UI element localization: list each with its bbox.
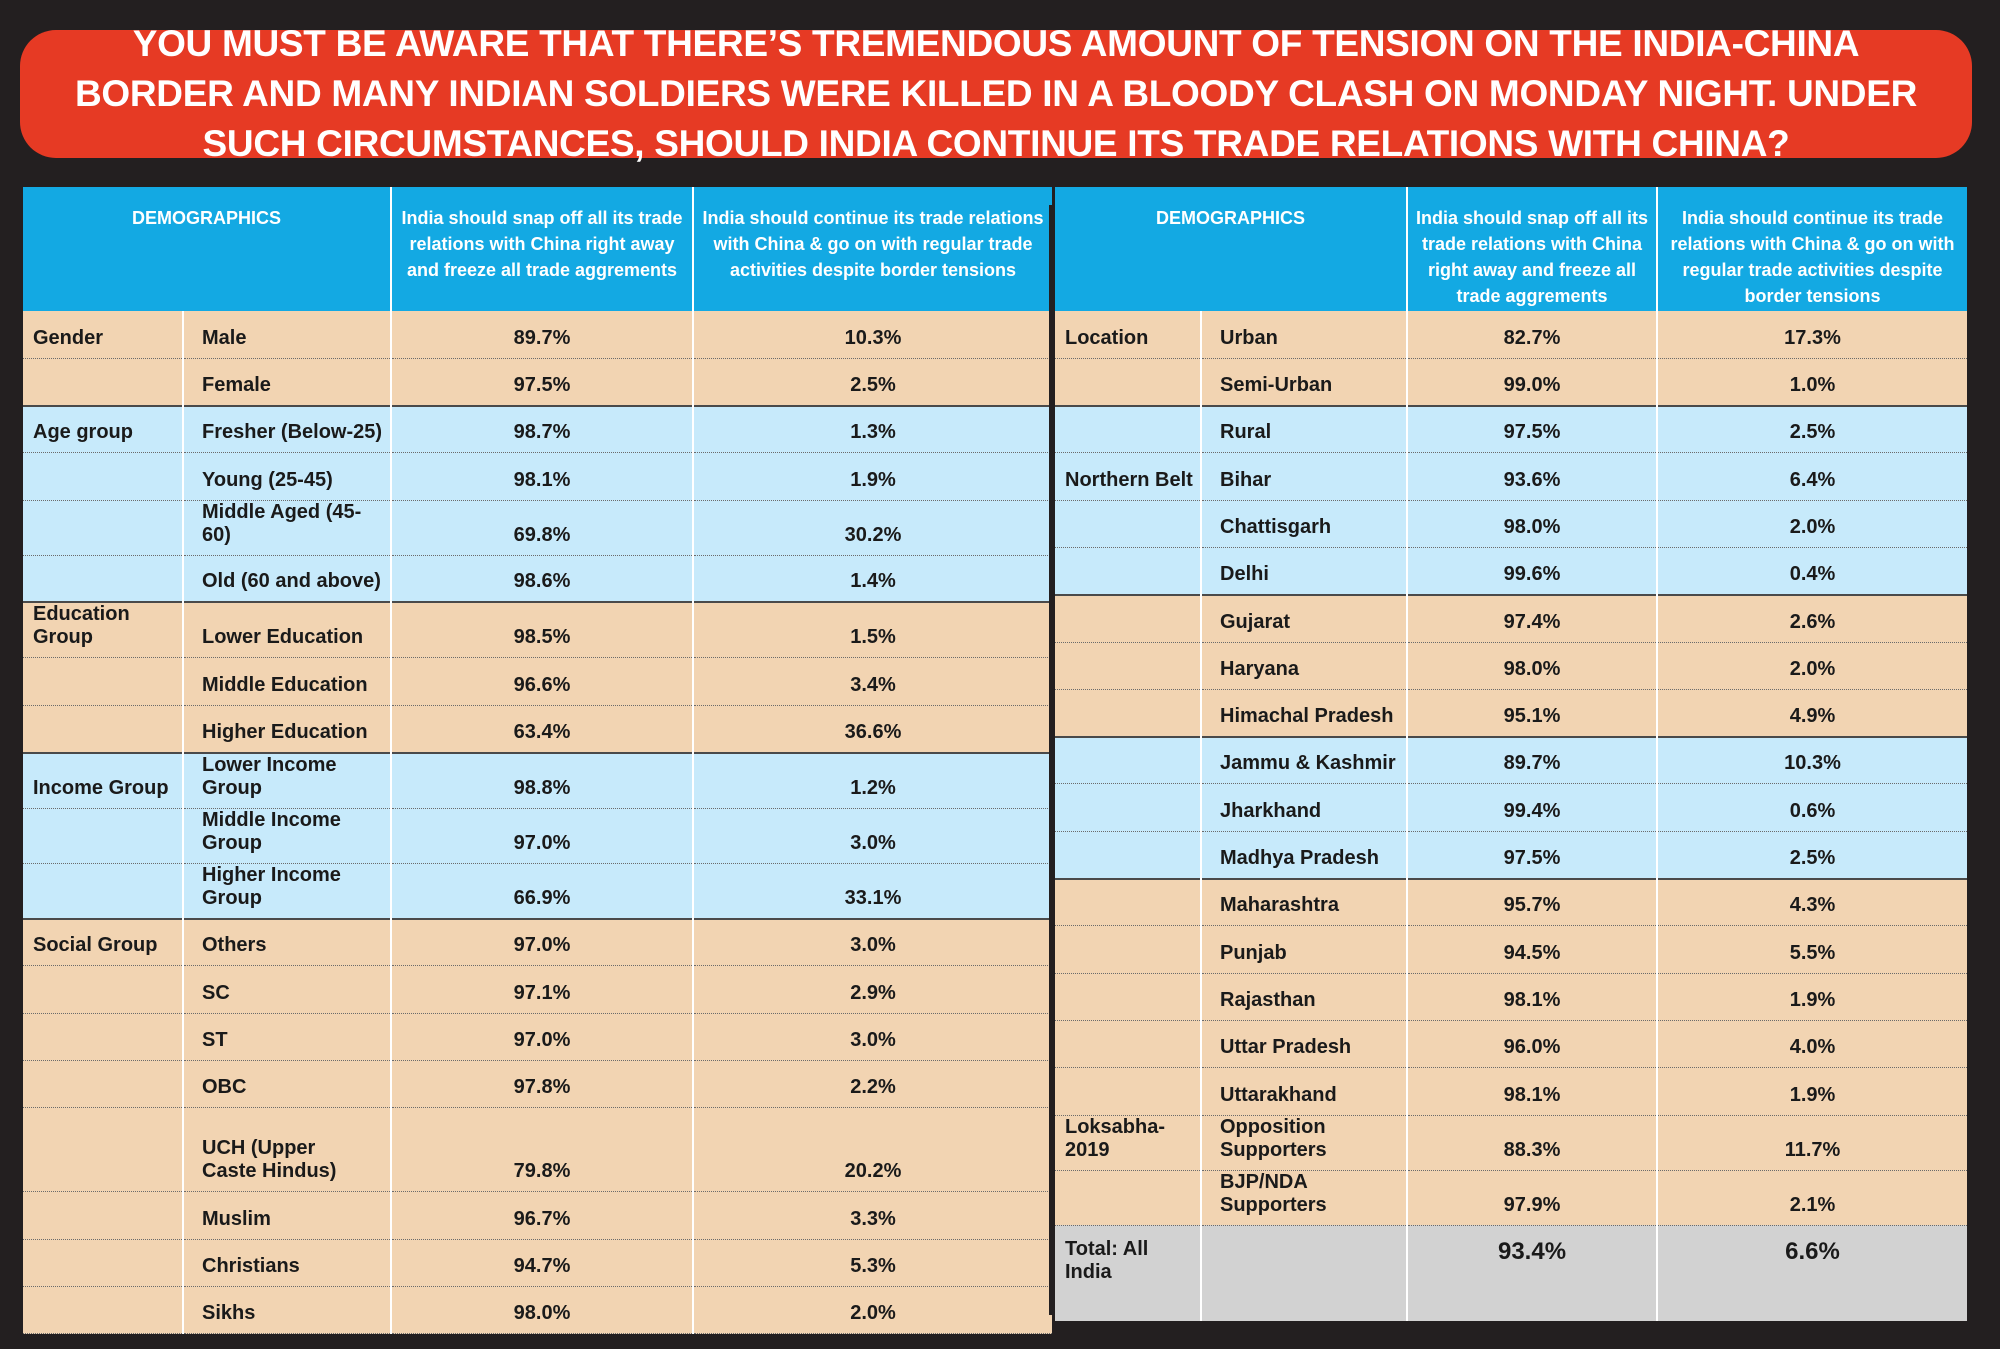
subgroup-cell xyxy=(1201,737,1407,784)
subgroup-label: Lower Education xyxy=(202,626,364,649)
subgroup-cell xyxy=(183,555,391,602)
subgroup-label: Rural xyxy=(1220,421,1272,444)
continue-value-cell: 2.0% xyxy=(1657,642,1967,689)
subgroup-label: Jharkhand xyxy=(1220,799,1322,822)
continue-value-cell: 3.0% xyxy=(693,808,1052,863)
category-cell xyxy=(23,500,183,555)
category-cell xyxy=(23,863,183,919)
table-row xyxy=(1055,547,1967,594)
subgroup-cell xyxy=(1201,595,1407,642)
subgroup-label: Lower Income Group xyxy=(202,753,337,799)
subgroup-cell xyxy=(183,1013,391,1060)
left-table xyxy=(23,187,1052,1334)
snap-value-cell: 98.5% xyxy=(391,602,693,658)
continue-value-cell: 1.9% xyxy=(693,453,1052,500)
table-row xyxy=(1055,406,1967,453)
continue-value-cell: 4.3% xyxy=(1657,879,1967,926)
subgroup-cell xyxy=(1201,642,1407,689)
subgroup-label: Delhi xyxy=(1220,562,1269,585)
continue-value-cell: 2.5% xyxy=(693,358,1052,405)
table-row xyxy=(23,358,1052,405)
snap-value-cell: 97.1% xyxy=(391,966,693,1013)
subgroup-label: Male xyxy=(202,326,247,349)
snap-value-cell: 97.0% xyxy=(391,1013,693,1060)
table-row xyxy=(1055,1020,1967,1067)
snap-value-cell: 99.6% xyxy=(1407,547,1657,594)
subgroup-cell xyxy=(183,1060,391,1107)
table-row xyxy=(23,1239,1052,1286)
snap-value-cell: 97.5% xyxy=(1407,406,1657,453)
snap-value-cell: 98.0% xyxy=(391,1286,693,1333)
subgroup-cell xyxy=(183,705,391,752)
left-table-body xyxy=(23,311,1052,1334)
continue-value-cell: 11.7% xyxy=(1657,1115,1967,1170)
snap-value-cell: 98.1% xyxy=(1407,973,1657,1020)
category-cell xyxy=(1055,737,1201,784)
snap-value-cell: 96.0% xyxy=(1407,1020,1657,1067)
snap-value-cell: 97.9% xyxy=(1407,1170,1657,1225)
subgroup-label: Gujarat xyxy=(1220,610,1291,633)
category-cell xyxy=(23,555,183,602)
subgroup-label: Higher Education xyxy=(202,720,368,743)
snap-value-cell: 82.7% xyxy=(1407,311,1657,358)
subgroup-cell xyxy=(183,406,391,453)
snap-value-cell: 99.0% xyxy=(1407,358,1657,405)
table-row xyxy=(1055,689,1967,736)
category-cell xyxy=(1055,547,1201,594)
table-row xyxy=(1055,595,1967,642)
subgroup-cell xyxy=(183,863,391,919)
category-cell xyxy=(23,1108,183,1192)
table-row xyxy=(1055,311,1967,358)
subgroup-cell xyxy=(183,753,391,809)
table-row xyxy=(23,705,1052,752)
subgroup-cell xyxy=(1201,973,1407,1020)
table-row xyxy=(23,500,1052,555)
category-cell xyxy=(23,808,183,863)
continue-value-cell: 1.4% xyxy=(693,555,1052,602)
continue-value-cell: 0.6% xyxy=(1657,784,1967,831)
right-table-panel xyxy=(1055,187,1967,1321)
snap-value-cell: 97.4% xyxy=(1407,595,1657,642)
table-row xyxy=(23,311,1052,358)
category-cell xyxy=(23,1060,183,1107)
subgroup-cell xyxy=(1201,1020,1407,1067)
subgroup-cell xyxy=(1201,689,1407,736)
subgroup-cell xyxy=(1201,311,1407,358)
subgroup-cell xyxy=(183,1108,391,1192)
snap-value-cell: 97.5% xyxy=(1407,831,1657,878)
category-cell xyxy=(1055,1170,1201,1225)
right-table xyxy=(1055,187,1967,1321)
subgroup-label: BJP/NDA Supporters xyxy=(1220,1170,1327,1216)
category-cell xyxy=(23,1192,183,1239)
total-empty-cell xyxy=(1201,1225,1407,1321)
snap-value-cell: 97.8% xyxy=(391,1060,693,1107)
subgroup-cell xyxy=(183,919,391,966)
snap-value-cell: 94.5% xyxy=(1407,926,1657,973)
category-cell xyxy=(1055,595,1201,642)
continue-value-cell: 3.0% xyxy=(693,1013,1052,1060)
snap-value-cell: 96.6% xyxy=(391,658,693,705)
table-row xyxy=(23,808,1052,863)
continue-column-header: India should continue its trade relations with China & go on with regular trade activities despite border tensions xyxy=(693,187,1052,311)
subgroup-cell xyxy=(1201,406,1407,453)
subgroup-cell xyxy=(183,966,391,1013)
subgroup-cell xyxy=(1201,453,1407,500)
category-cell xyxy=(1055,926,1201,973)
continue-value-cell: 1.5% xyxy=(693,602,1052,658)
subgroup-label: Muslim xyxy=(202,1207,271,1230)
subgroup-label: Punjab xyxy=(1220,941,1287,964)
category-cell: Gender xyxy=(23,311,183,358)
table-row xyxy=(1055,358,1967,405)
continue-value-cell: 2.5% xyxy=(1657,831,1967,878)
subgroup-label: Young (25-45) xyxy=(202,468,333,491)
continue-value-cell: 0.4% xyxy=(1657,547,1967,594)
continue-value-cell: 2.0% xyxy=(693,1286,1052,1333)
category-cell xyxy=(1055,831,1201,878)
subgroup-label: Urban xyxy=(1220,326,1278,349)
continue-value-cell: 5.5% xyxy=(1657,926,1967,973)
subgroup-label: Others xyxy=(202,934,267,957)
snap-value-cell: 63.4% xyxy=(391,705,693,752)
snap-value-cell: 98.8% xyxy=(391,753,693,809)
continue-value-cell: 3.4% xyxy=(693,658,1052,705)
snap-value-cell: 97.5% xyxy=(391,358,693,405)
continue-value-cell: 17.3% xyxy=(1657,311,1967,358)
category-cell xyxy=(23,658,183,705)
category-cell xyxy=(1055,784,1201,831)
snap-value-cell: 89.7% xyxy=(1407,737,1657,784)
subgroup-label: Maharashtra xyxy=(1220,894,1339,917)
subgroup-label-line2: Caste Hindus) xyxy=(202,1160,337,1183)
continue-value-cell: 1.0% xyxy=(1657,358,1967,405)
continue-value-cell: 2.9% xyxy=(693,966,1052,1013)
snap-column-header: India should snap off all its trade relations with China right away and freeze all trade aggrements xyxy=(1407,187,1657,311)
subgroup-cell xyxy=(183,358,391,405)
category-cell: Loksabha- 2019 xyxy=(1055,1115,1201,1170)
subgroup-label: UCH (Upper xyxy=(202,1137,316,1160)
table-row xyxy=(23,1013,1052,1060)
snap-value-cell: 99.4% xyxy=(1407,784,1657,831)
table-row xyxy=(1055,642,1967,689)
subgroup-label: Jammu & Kashmir xyxy=(1220,752,1396,775)
subgroup-cell xyxy=(183,808,391,863)
category-cell xyxy=(1055,406,1201,453)
subgroup-cell xyxy=(1201,1170,1407,1225)
category-cell xyxy=(1055,973,1201,1020)
subgroup-cell xyxy=(1201,1115,1407,1170)
continue-value-cell: 2.1% xyxy=(1657,1170,1967,1225)
snap-value-cell: 98.0% xyxy=(1407,642,1657,689)
snap-value-cell: 98.7% xyxy=(391,406,693,453)
table-row xyxy=(1055,1170,1967,1225)
question-title: YOU MUST BE AWARE THAT THERE’S TREMENDOUS AMOUNT OF TENSION ON THE INDIA-CHINA BORDER AND MANY INDIAN SOLDIERS WERE KILLED IN A BLOODY CLASH ON MONDAY NIGHT. UNDER SUCH CIRCUMSTANCES, SHOULD INDIA CONTINUE ITS TRADE RELATIONS WITH CHINA? xyxy=(74,23,1918,164)
subgroup-label: SC xyxy=(202,981,230,1004)
snap-value-cell: 98.1% xyxy=(391,453,693,500)
table-row xyxy=(23,1108,1052,1192)
table-row xyxy=(23,863,1052,919)
table-row xyxy=(23,555,1052,602)
continue-value-cell: 1.9% xyxy=(1657,1068,1967,1115)
subgroup-label: Uttarakhand xyxy=(1220,1083,1337,1106)
subgroup-label: Semi-Urban xyxy=(1220,373,1333,396)
category-cell: Northern Belt xyxy=(1055,453,1201,500)
table-row xyxy=(1055,500,1967,547)
subgroup-cell xyxy=(183,1192,391,1239)
subgroup-cell xyxy=(1201,1068,1407,1115)
continue-value-cell: 2.5% xyxy=(1657,406,1967,453)
subgroup-label: Rajasthan xyxy=(1220,988,1316,1011)
demographics-header: DEMOGRAPHICS xyxy=(23,187,391,311)
snap-value-cell: 98.6% xyxy=(391,555,693,602)
continue-value-cell: 3.0% xyxy=(693,919,1052,966)
snap-value-cell: 96.7% xyxy=(391,1192,693,1239)
subgroup-cell xyxy=(1201,831,1407,878)
snap-value-cell: 97.0% xyxy=(391,919,693,966)
snap-value-cell: 98.0% xyxy=(1407,500,1657,547)
category-cell: Age group xyxy=(23,406,183,453)
snap-value-cell: 66.9% xyxy=(391,863,693,919)
category-cell: Social Group xyxy=(23,919,183,966)
table-row xyxy=(23,658,1052,705)
table-row xyxy=(23,406,1052,453)
continue-value-cell: 36.6% xyxy=(693,705,1052,752)
continue-value-cell: 5.3% xyxy=(693,1239,1052,1286)
snap-value-cell: 88.3% xyxy=(1407,1115,1657,1170)
continue-value-cell: 1.2% xyxy=(693,753,1052,809)
snap-value-cell: 98.1% xyxy=(1407,1068,1657,1115)
subgroup-label: Higher Income Group xyxy=(202,863,341,909)
continue-value-cell: 1.3% xyxy=(693,406,1052,453)
demographics-header: DEMOGRAPHICS xyxy=(1055,187,1407,311)
category-cell: Education Group xyxy=(23,602,183,658)
subgroup-label: Uttar Pradesh xyxy=(1220,1036,1352,1059)
table-row xyxy=(1055,453,1967,500)
table-row xyxy=(23,966,1052,1013)
right-table-body xyxy=(1055,311,1967,1321)
table-row xyxy=(23,919,1052,966)
continue-value-cell: 2.6% xyxy=(1657,595,1967,642)
snap-value-cell: 95.1% xyxy=(1407,689,1657,736)
continue-value-cell: 10.3% xyxy=(1657,737,1967,784)
subgroup-cell xyxy=(1201,926,1407,973)
total-continue-value: 6.6% xyxy=(1657,1225,1967,1321)
continue-value-cell: 1.9% xyxy=(1657,973,1967,1020)
continue-value-cell: 6.4% xyxy=(1657,453,1967,500)
continue-value-cell: 10.3% xyxy=(693,311,1052,358)
category-cell xyxy=(23,1286,183,1333)
continue-value-cell: 20.2% xyxy=(693,1108,1052,1192)
subgroup-label: OBC xyxy=(202,1076,247,1099)
category-cell xyxy=(1055,689,1201,736)
table-row xyxy=(1055,1115,1967,1170)
continue-column-header: India should continue its trade relations with China & go on with regular trade activities despite border tensions xyxy=(1657,187,1967,311)
continue-value-cell: 4.9% xyxy=(1657,689,1967,736)
category-cell xyxy=(23,358,183,405)
subgroup-cell xyxy=(183,1286,391,1333)
subgroup-label: Chattisgarh xyxy=(1220,515,1332,538)
table-row xyxy=(23,453,1052,500)
subgroup-label: Madhya Pradesh xyxy=(1220,846,1379,869)
left-table-panel xyxy=(23,187,1052,1334)
table-row xyxy=(1055,737,1967,784)
subgroup-label: Sikhs xyxy=(202,1302,256,1325)
category-cell xyxy=(23,705,183,752)
subgroup-cell xyxy=(183,1239,391,1286)
snap-value-cell: 79.8% xyxy=(391,1108,693,1192)
continue-value-cell: 30.2% xyxy=(693,500,1052,555)
table-row xyxy=(1055,973,1967,1020)
subgroup-label: Fresher (Below-25) xyxy=(202,421,383,444)
table-row xyxy=(1055,1068,1967,1115)
subgroup-label: Female xyxy=(202,373,271,396)
snap-value-cell: 95.7% xyxy=(1407,879,1657,926)
table-row xyxy=(23,1192,1052,1239)
snap-value-cell: 97.0% xyxy=(391,808,693,863)
subgroup-label: Haryana xyxy=(1220,657,1299,680)
table-row xyxy=(1055,926,1967,973)
subgroup-label: Middle Education xyxy=(202,673,368,696)
table-row xyxy=(23,1286,1052,1333)
table-row xyxy=(1055,879,1967,926)
subgroup-cell xyxy=(183,658,391,705)
table-row xyxy=(1055,831,1967,878)
subgroup-label: Himachal Pradesh xyxy=(1220,704,1394,727)
table-row xyxy=(23,753,1052,809)
table-row xyxy=(1055,784,1967,831)
subgroup-label: Middle Aged (45-60) xyxy=(202,500,362,546)
category-cell xyxy=(1055,879,1201,926)
subgroup-cell xyxy=(1201,500,1407,547)
total-row xyxy=(1055,1225,1967,1321)
subgroup-label: ST xyxy=(202,1028,228,1051)
subgroup-cell xyxy=(1201,547,1407,594)
subgroup-label: Old (60 and above) xyxy=(202,570,381,593)
total-snap-value: 93.4% xyxy=(1407,1225,1657,1321)
continue-value-cell: 2.2% xyxy=(693,1060,1052,1107)
category-cell: Location xyxy=(1055,311,1201,358)
snap-value-cell: 94.7% xyxy=(391,1239,693,1286)
continue-value-cell: 4.0% xyxy=(1657,1020,1967,1067)
category-cell xyxy=(23,453,183,500)
subgroup-cell xyxy=(183,311,391,358)
subgroup-cell xyxy=(183,500,391,555)
category-cell xyxy=(23,966,183,1013)
snap-column-header: India should snap off all its trade relations with China right away and freeze all trade aggrements xyxy=(391,187,693,311)
total-label: Total: All India xyxy=(1055,1225,1201,1321)
subgroup-cell xyxy=(183,602,391,658)
subgroup-cell xyxy=(183,453,391,500)
subgroup-label: Christians xyxy=(202,1254,300,1277)
table-row xyxy=(23,602,1052,658)
subgroup-label: Middle Income Group xyxy=(202,808,341,854)
category-cell xyxy=(23,1239,183,1286)
category-cell xyxy=(1055,1020,1201,1067)
question-banner xyxy=(20,23,1972,164)
subgroup-cell xyxy=(1201,879,1407,926)
category-cell xyxy=(1055,358,1201,405)
subgroup-label: Bihar xyxy=(1220,468,1272,491)
subgroup-label: Opposition Supporters xyxy=(1220,1115,1327,1161)
category-cell: Income Group xyxy=(23,753,183,809)
snap-value-cell: 69.8% xyxy=(391,500,693,555)
category-cell xyxy=(23,1013,183,1060)
category-cell xyxy=(1055,500,1201,547)
snap-value-cell: 89.7% xyxy=(391,311,693,358)
subgroup-cell xyxy=(1201,358,1407,405)
continue-value-cell: 3.3% xyxy=(693,1192,1052,1239)
category-cell xyxy=(1055,642,1201,689)
continue-value-cell: 33.1% xyxy=(693,863,1052,919)
table-row xyxy=(23,1060,1052,1107)
continue-value-cell: 2.0% xyxy=(1657,500,1967,547)
category-cell xyxy=(1055,1068,1201,1115)
subgroup-cell xyxy=(1201,784,1407,831)
snap-value-cell: 93.6% xyxy=(1407,453,1657,500)
